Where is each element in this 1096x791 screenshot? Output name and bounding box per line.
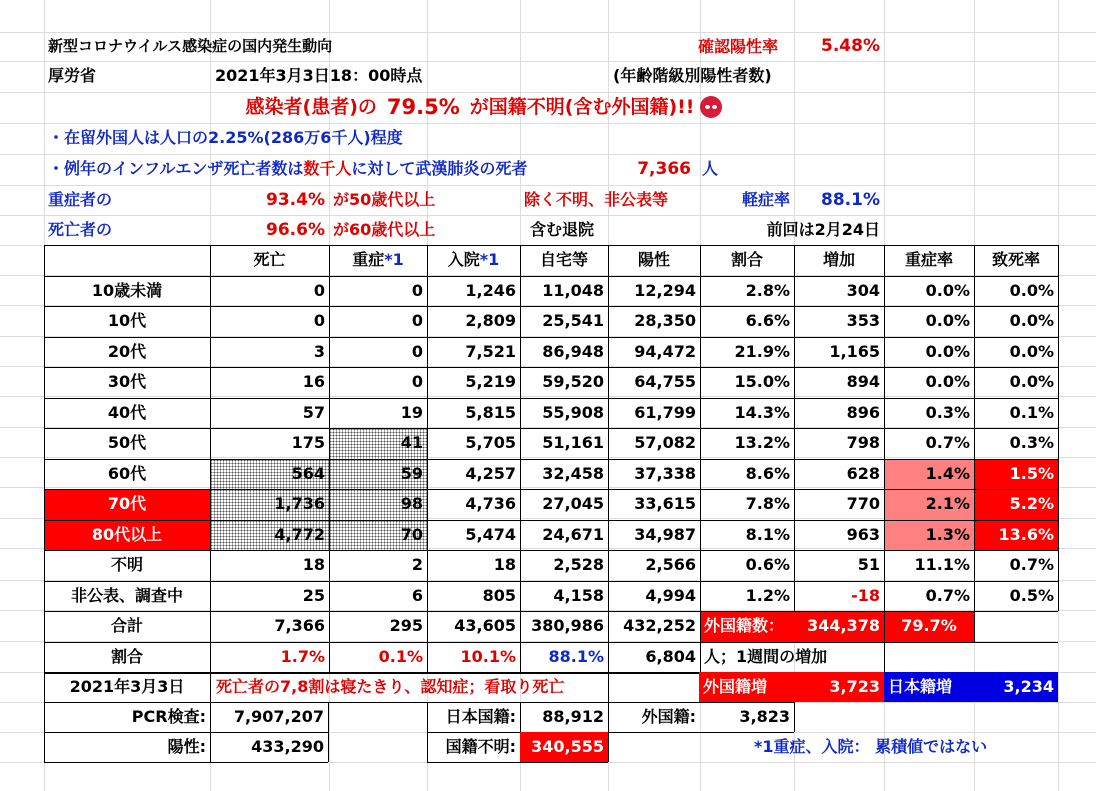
table-cell-ratio: 15.0% [734, 372, 790, 392]
table-cell-inc: 628 [846, 463, 880, 483]
table-cell-srate: 1.4% [884, 459, 974, 490]
table-cell-pos: 2,566 [645, 555, 696, 575]
table-cell-ratio: 0.6% [745, 555, 790, 575]
row-age-label: 30代 [107, 372, 147, 392]
pcr-value: 7,907,207 [233, 707, 324, 726]
table-cell-frate: 0.0% [1009, 280, 1054, 300]
table-cell-home: 27,045 [542, 494, 604, 514]
table-cell-frate: 0.7% [1009, 555, 1054, 575]
headline-text-a: 感染者(患者)の [245, 95, 377, 118]
table-cell-srate: 1.3% [884, 520, 974, 551]
table-cell-inc: 51 [857, 555, 880, 575]
table-cell-hosp: 5,219 [465, 372, 516, 392]
headline [44, 92, 884, 122]
table-cell-pos: 28,350 [634, 311, 696, 331]
table-cell-srate: 0.0% [925, 280, 970, 300]
table-cell-ratio: 21.9% [734, 341, 790, 361]
table-cell-death: 4,772 [210, 520, 329, 551]
table-cell-ratio: 14.3% [734, 402, 790, 422]
headline-text-b: が国籍不明(含む外国籍)!! [469, 95, 695, 118]
severe-label: 重症者の [48, 190, 113, 209]
table-cell-severe: 41 [329, 428, 427, 459]
row-age-label: 非公表、調査中 [70, 585, 183, 605]
table-cell-home: 25,541 [542, 311, 604, 331]
column-header-text: 入院 [447, 250, 480, 270]
table-cell-inc: 353 [846, 311, 880, 331]
table-cell-home: 2,528 [553, 555, 604, 575]
death-text: が60歳代以上 [333, 220, 436, 239]
table-cell-pos: 4,994 [645, 585, 696, 605]
table-cell-ratio: 13.2% [734, 433, 790, 453]
row-age-label: 70代 [44, 489, 210, 520]
table-cell-ratio: 8.1% [745, 524, 790, 544]
positivity-value: 5.48% [821, 36, 880, 56]
note2-unit: 人 [702, 159, 719, 178]
previous-date-note: 前回は2月24日 [766, 220, 880, 239]
table-cell-frate: 0.0% [1009, 311, 1054, 331]
table-cell-severe: 70 [329, 520, 427, 551]
column-header: 死亡 [253, 250, 286, 270]
japan-nationality-label: 日本国籍: [445, 707, 516, 726]
table-cell-severe: 6 [411, 585, 423, 605]
table-cell-pos: 37,338 [634, 463, 696, 483]
table-cell-pos: 61,799 [634, 402, 696, 422]
foreign-nationality-value: 3,823 [739, 707, 790, 726]
row-age-label: 20代 [107, 341, 147, 361]
table-cell-death: 18 [302, 555, 325, 575]
table-cell-srate: 2.1% [884, 489, 974, 520]
table-cell-hosp: 5,474 [465, 524, 516, 544]
table-cell-home: 11,048 [542, 280, 604, 300]
table-cell-death: 3 [313, 341, 325, 361]
table-cell-pos: 94,472 [634, 341, 696, 361]
ratio-severe: 0.1% [378, 646, 423, 666]
table-cell-inc: 1,165 [829, 341, 880, 361]
weekly-increase-value: 6,804 [645, 646, 696, 666]
column-header-text: 重症 [352, 250, 385, 270]
table-cell-home: 55,908 [542, 402, 604, 422]
table-cell-hosp: 7,521 [465, 341, 516, 361]
table-cell-death: 175 [291, 433, 325, 453]
table-cell-ratio: 6.6% [745, 311, 790, 331]
table-cell-srate: 11.1% [914, 555, 970, 575]
death-note: 含む退院 [530, 220, 595, 239]
total-severe: 295 [389, 616, 423, 636]
table-cell-srate: 0.7% [925, 433, 970, 453]
unknown-nationality-label: 国籍不明: [445, 737, 516, 756]
table-cell-severe: 98 [329, 489, 427, 520]
table-cell-hosp: 1,246 [465, 280, 516, 300]
total-foreign-percent: 79.7% [884, 611, 974, 642]
table-cell-frate: 0.1% [1009, 402, 1054, 422]
total-death: 7,366 [274, 616, 325, 636]
ratio-hosp: 10.1% [460, 646, 516, 666]
table-cell-pos: 57,082 [634, 433, 696, 453]
table-cell-inc: -18 [851, 585, 880, 605]
column-header [329, 245, 427, 276]
table-cell-inc: 798 [846, 433, 880, 453]
foreign-increase-value: 3,723 [794, 672, 884, 702]
table-cell-frate: 5.2% [974, 489, 1058, 520]
footer-remark: 死亡者の7,8割は寝たきり、認知症；看取り死亡 [216, 677, 565, 696]
japan-nationality-value: 88,912 [542, 707, 604, 726]
japan-increase-label: 日本籍増 [884, 672, 974, 702]
table-cell-death: 564 [210, 459, 329, 490]
column-header-footnote-mark: *1 [479, 250, 500, 270]
report-datetime: 2021年3月3日18：00時点 [215, 66, 423, 85]
note2-part-b: 数千人 [303, 159, 352, 178]
table-cell-pos: 64,755 [634, 372, 696, 392]
weekly-increase-text: 人；1週間の増加 [704, 646, 828, 666]
unknown-nationality-value: 340,555 [520, 732, 608, 762]
table-cell-home: 4,158 [553, 585, 604, 605]
table-cell-home: 86,948 [542, 341, 604, 361]
table-cell-inc: 304 [846, 280, 880, 300]
table-cell-death: 0 [313, 280, 325, 300]
table-cell-srate: 0.7% [925, 585, 970, 605]
total-hosp: 43,605 [454, 616, 516, 636]
pcr-label: PCR検査: [131, 707, 206, 726]
positive-label: 陽性: [167, 737, 206, 756]
table-cell-inc: 894 [846, 372, 880, 392]
total-home: 380,986 [531, 616, 604, 636]
mild-label: 軽症率 [741, 190, 790, 209]
source-label: 厚労省 [48, 66, 97, 85]
footnote-text: 重症、入院： 累積値ではない [773, 737, 988, 756]
table-cell-home: 24,671 [542, 524, 604, 544]
note2-value: 7,366 [637, 158, 691, 179]
table-cell-death: 16 [302, 372, 325, 392]
death-label: 死亡者の [48, 220, 113, 239]
sheet-title: 新型コロナウイルス感染症の国内発生動向 [48, 37, 333, 55]
table-cell-death: 0 [313, 311, 325, 331]
table-cell-srate: 0.0% [925, 372, 970, 392]
row-age-label: 80代以上 [44, 520, 210, 551]
table-cell-pos: 12,294 [634, 280, 696, 300]
japan-increase-value: 3,234 [974, 672, 1058, 702]
table-cell-frate: 0.0% [1009, 372, 1054, 392]
row-age-label: 60代 [107, 463, 147, 483]
table-cell-hosp: 5,705 [465, 433, 516, 453]
column-header: 致死率 [991, 250, 1040, 270]
severe-note: 除く不明、非公表等 [524, 190, 669, 209]
table-cell-frate: 0.5% [1009, 585, 1054, 605]
row-age-label: 10歳未満 [91, 280, 163, 300]
table-cell-inc: 770 [846, 494, 880, 514]
table-cell-home: 51,161 [542, 433, 604, 453]
table-cell-ratio: 2.8% [745, 280, 790, 300]
footnote [750, 732, 1050, 762]
table-cell-severe: 0 [411, 341, 423, 361]
note-foreign-residents: ・在留外国人は人口の2.25%(286万6千人)程度 [48, 128, 403, 147]
table-cell-death: 57 [302, 402, 325, 422]
table-cell-home: 59,520 [542, 372, 604, 392]
positivity-label: 確認陽性率 [698, 36, 779, 56]
column-header: 割合 [730, 250, 763, 270]
table-cell-hosp: 18 [493, 555, 516, 575]
table-cell-death: 25 [302, 585, 325, 605]
column-header-footnote-mark: *1 [384, 250, 404, 270]
table-cell-srate: 0.3% [925, 402, 970, 422]
column-header [427, 245, 520, 276]
ratio-home: 88.1% [548, 646, 604, 666]
table-cell-severe: 59 [329, 459, 427, 490]
footnote-mark: *1 [754, 737, 774, 756]
angry-face-icon [700, 96, 722, 118]
total-pos: 432,252 [623, 616, 696, 636]
table-cell-home: 32,458 [542, 463, 604, 483]
table-cell-ratio: 8.6% [745, 463, 790, 483]
table-cell-inc: 896 [846, 402, 880, 422]
foreign-increase-label: 外国籍増 [699, 672, 794, 702]
subtitle: (年齢階級別陽性者数) [613, 66, 772, 85]
table-cell-ratio: 1.2% [745, 585, 790, 605]
positive-value: 433,290 [251, 737, 324, 756]
table-cell-hosp: 4,257 [465, 463, 516, 483]
table-cell-srate: 0.0% [925, 341, 970, 361]
column-header: 重症率 [904, 250, 953, 270]
table-cell-severe: 0 [411, 372, 423, 392]
table-cell-severe: 19 [400, 402, 423, 422]
table-cell-severe: 0 [411, 311, 423, 331]
severe-text: が50歳代以上 [333, 190, 436, 209]
total-foreign-value: 344,378 [794, 611, 884, 642]
note-influenza [44, 154, 624, 184]
ratio-death: 1.7% [280, 646, 325, 666]
table-cell-hosp: 5,815 [465, 402, 516, 422]
row-age-label: 50代 [107, 433, 147, 453]
table-cell-frate: 1.5% [974, 459, 1058, 490]
foreign-nationality-label: 外国籍: [641, 707, 696, 726]
table-cell-frate: 13.6% [974, 520, 1058, 551]
total-label: 合計 [110, 616, 143, 636]
table-cell-frate: 0.0% [1009, 341, 1054, 361]
column-header: 自宅等 [539, 250, 588, 270]
table-cell-frate: 0.3% [1009, 433, 1054, 453]
table-cell-severe: 2 [411, 555, 423, 575]
note2-part-c: に対して武漢肺炎の死者 [351, 159, 528, 178]
total-foreign-label: 外国籍数： [700, 611, 794, 642]
table-cell-pos: 33,615 [634, 494, 696, 514]
table-cell-hosp: 2,809 [465, 311, 516, 331]
column-header: 増加 [822, 250, 855, 270]
table-cell-ratio: 7.8% [745, 494, 790, 514]
table-cell-pos: 34,987 [634, 524, 696, 544]
ratio-label: 割合 [110, 646, 143, 666]
footer-date: 2021年3月3日 [69, 677, 185, 696]
note2-part-a: ・例年のインフルエンザ死亡者数は [48, 159, 304, 178]
table-cell-hosp: 4,736 [465, 494, 516, 514]
row-age-label: 10代 [107, 311, 147, 331]
table-cell-hosp: 805 [482, 585, 516, 605]
row-age-label: 40代 [107, 402, 147, 422]
table-cell-inc: 963 [846, 524, 880, 544]
severe-percent: 93.4% [266, 189, 325, 210]
table-cell-srate: 0.0% [925, 311, 970, 331]
mild-value: 88.1% [821, 189, 880, 210]
headline-percent: 79.5% [386, 94, 460, 119]
table-cell-severe: 0 [411, 280, 423, 300]
table-cell-death: 1,736 [210, 489, 329, 520]
column-header: 陽性 [637, 250, 670, 270]
row-age-label: 不明 [110, 555, 143, 575]
death-percent: 96.6% [266, 219, 325, 240]
